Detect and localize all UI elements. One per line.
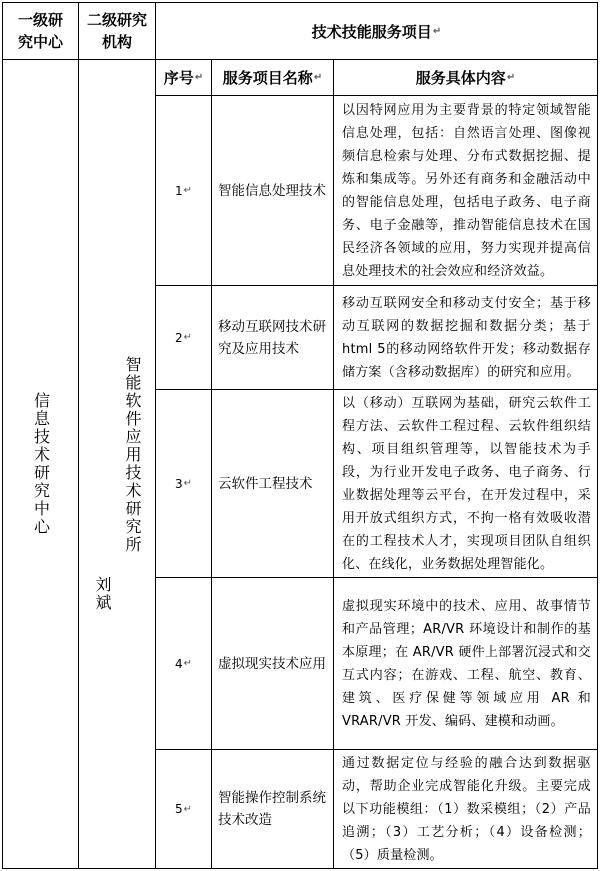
- paragraph-mark: ↵: [183, 185, 193, 196]
- row-name-text: 移动互联网技术研究及应用技术: [218, 318, 326, 357]
- row-content-text: 移动互联网安全和移动支付安全；基于移动互联网的数据挖掘和数据分类；基于html 5的移动网络软件开发；移动数据存储方案（含移动数据库）的研究和应用。: [342, 295, 591, 380]
- center-name-cell: [3, 60, 78, 868]
- header-level2-institute: [79, 3, 155, 59]
- row-1-name: [212, 96, 333, 285]
- row-content-text: 虚拟现实环境中的技术、应用、故事情节和产品管理；AR/VR 环境设计和制作的基本原理；在 AR/VR 硬件上部署沉浸式和交互式内容；在游戏、工程、航空、教育、建筑、医疗保健等领域应用 AR 和 VRAR/VR 开发、编码、建模和动画。: [342, 598, 591, 729]
- institute-head: 刘斌: [93, 576, 112, 612]
- paragraph-mark: ↵: [183, 478, 193, 489]
- row-5-seq: [156, 750, 211, 868]
- header-project-group: [156, 3, 597, 59]
- row-name-text: 智能操作控制系统技术改造: [218, 790, 326, 828]
- row-4-name: [212, 578, 333, 749]
- header-level1-center-text: 一级研究中心: [17, 11, 63, 51]
- paragraph-mark: ↵: [183, 332, 193, 343]
- row-name-text: 虚拟现实技术应用: [218, 655, 326, 672]
- row-2-name: [212, 286, 333, 389]
- header-col-seq: [156, 60, 211, 95]
- row-5-name: [212, 750, 333, 868]
- row-name-text: 云软件工程技术: [218, 475, 313, 492]
- table-border-right: [597, 2, 598, 869]
- center-name: 信息技术研究中心: [31, 392, 51, 536]
- row-seq-text: 5: [174, 802, 183, 816]
- row-seq-text: 2: [174, 330, 183, 345]
- row-name-text: 智能信息处理技术: [218, 182, 326, 199]
- paragraph-mark: ↵: [506, 72, 516, 83]
- row-seq-text: 4: [174, 656, 183, 671]
- paragraph-mark: ↵: [194, 72, 204, 83]
- row-1-seq: [156, 96, 211, 285]
- header-col-content: [334, 60, 597, 95]
- row-5-content: [334, 750, 597, 868]
- row-seq-text: 3: [174, 476, 183, 491]
- row-2-content: [334, 286, 597, 389]
- row-3-content: [334, 390, 597, 577]
- paragraph-mark: ↵: [313, 72, 323, 83]
- header-level2-institute-text: 二级研究机构: [87, 11, 148, 51]
- institute-name: 智能软件应用技术研究所: [123, 356, 142, 554]
- row-content-text: 以因特网应用为主要背景的特定领域智能信息处理，包括：自然语言处理、图像视频信息检索与处理、分布式数据挖掘、提炼和集成等。另外还有商务和金融活动中的智能信息处理，包括电子政务、电子商务、电子金融等，推动智能信息技术在国民经济各领域的应用，努力实现并提高信息处理技术的社会效应和经济效益。: [342, 102, 591, 279]
- header-level1-center: [3, 3, 78, 59]
- row-1-content: [334, 96, 597, 285]
- header-project-group-text: 技术技能服务项目: [311, 22, 432, 41]
- row-4-content: [334, 578, 597, 749]
- paragraph-mark: ↵: [183, 658, 193, 669]
- row-seq-text: 1: [174, 183, 183, 198]
- row-content-text: 以（移动）互联网为基础，研究云软件工程方法、云软件工程过程、云软件组织结构、项目组织管理等，以智能技术为手段，为行业开发电子政务、电子商务、行业数据处理等云平台，在开发过程中，采用开放式组织方式，不拘一格有效吸收潜在的工程技术人才，实现项目团队自组织化、在线化，业务数据处理智能化。: [342, 395, 591, 572]
- row-3-name: [212, 390, 333, 577]
- header-col-name-text: 服务项目名称: [222, 69, 313, 87]
- header-col-name: [212, 60, 333, 95]
- row-content-text: 通过数据定位与经验的融合达到数据驱动，帮助企业完成智能化升级。主要完成以下功能模组：（1）数采模组；（2）产品追溯；（3）工艺分析；（4）设备检测；（5）质量检测。: [342, 755, 591, 863]
- table-border-bottom: [2, 868, 598, 869]
- header-col-content-text: 服务具体内容: [415, 69, 506, 87]
- row-4-seq: [156, 578, 211, 749]
- paragraph-mark: ↵: [183, 803, 193, 815]
- row-2-seq: [156, 286, 211, 389]
- institute-cell: [79, 60, 155, 868]
- paragraph-mark: ↵: [432, 25, 442, 37]
- row-3-seq: [156, 390, 211, 577]
- header-col-seq-text: 序号: [163, 69, 194, 87]
